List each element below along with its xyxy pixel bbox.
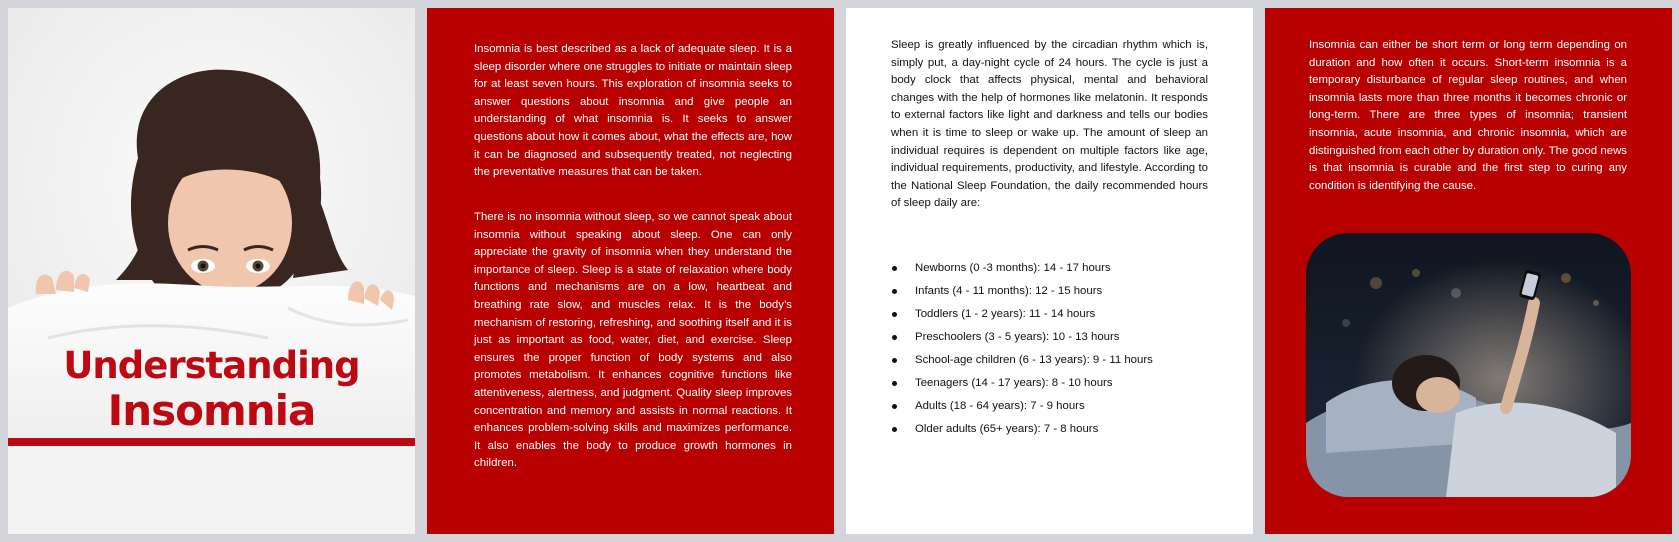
- page-2: [427, 8, 834, 534]
- list-item-text: Older adults (65+ years): 7 - 8 hours: [915, 423, 1099, 435]
- bullet-icon: [892, 358, 897, 363]
- cover-page: [8, 8, 415, 534]
- cover-title-line1: Understanding: [63, 344, 360, 387]
- page2-paragraph-2: There is no insomnia without sleep, so we cannot speak about insomnia without speaking about sleep. One can only appreciate the gravity of insomnia when they understand the importance of sleep. Sleep is a state of relaxation where body functions and mechanisms are on a low, heartbeat and breathing rate slow, and muscles relax. It is the body’s mechanism of restoring, refreshing, and soothing itself and it is just as important as food, water, diet, and exercise. Sleep ensures the proper function of body systems and also promotes metabolism. It enhances cognitive functions like attentiveness, alertness, and judgment. Quality sleep improves concentration and memory and assists in normal reactions. It enhances problem-solving skills and maximizes performance. It also enables the body to produce growth hormones in children.: [474, 211, 792, 470]
- bullet-icon: [892, 335, 897, 340]
- cover-red-bar: [8, 438, 415, 446]
- bullet-icon: [892, 381, 897, 386]
- list-item: [891, 372, 1153, 395]
- night-phone-photo-svg: [1306, 233, 1631, 497]
- list-item-text: Preschoolers (3 - 5 years): 10 - 13 hours: [915, 331, 1120, 343]
- bullet-icon: [892, 404, 897, 409]
- page2-paragraph-1: Insomnia is best described as a lack of adequate sleep. It is a sleep disorder where one struggles to initiate or maintain sleep for at least seven hours. This exploration of insomnia seeks to answer questions about insomnia and give people an understanding of what insomnia is. It seeks to answer questions about how it comes about, what the effects are, how it can be diagnosed and subsequently treated, not neglecting the preventative measures that can be taken.: [474, 43, 792, 179]
- page-4: [1265, 8, 1672, 534]
- list-item-text: Infants (4 - 11 months): 12 - 15 hours: [915, 285, 1103, 297]
- bullet-icon: [892, 289, 897, 294]
- list-item-text: School-age children (6 - 13 years): 9 - 11 hours: [915, 354, 1153, 366]
- list-item: [891, 326, 1153, 349]
- list-item: [891, 257, 1153, 280]
- list-item: [891, 349, 1153, 372]
- list-item-text: Adults (18 - 64 years): 7 - 9 hours: [915, 400, 1085, 412]
- bullet-icon: [892, 312, 897, 317]
- night-phone-photo: [1306, 233, 1631, 497]
- page3-paragraph-1: Sleep is greatly influenced by the circadian rhythm which is, simply put, a day-night cycle of 24 hours. The cycle is just a body clock that affects physical, mental and behavioral changes with the help of hormones like melatonin. It responds to external factors like light and darkness and tells our bodies when it is time to sleep or wake up. The amount of sleep an individual requires is dependent on multiple factors like age, individual requirements, productivity, and lifestyle. According to the National Sleep Foundation, the daily recommended hours of sleep daily are:: [891, 39, 1208, 210]
- list-item: [891, 280, 1153, 303]
- list-item: [891, 303, 1153, 326]
- sleep-hours-list: [891, 257, 1153, 441]
- list-item-text: Toddlers (1 - 2 years): 11 - 14 hours: [915, 308, 1096, 320]
- list-item: [891, 395, 1153, 418]
- list-item: [891, 418, 1153, 441]
- page-3: [846, 8, 1253, 534]
- list-item-text: Newborns (0 -3 months): 14 - 17 hours: [915, 262, 1111, 274]
- list-item-text: Teenagers (14 - 17 years): 8 - 10 hours: [915, 377, 1113, 389]
- bullet-icon: [892, 427, 897, 432]
- cover-title-line2: Insomnia: [107, 386, 316, 435]
- page4-paragraph-1: Insomnia can either be short term or long term depending on duration and how often it occurs. Short-term insomnia is a temporary disturbance of regular sleep routines, and when insomnia lasts more than three months it becomes chronic or long-term. There are three types of insomnia; transient insomnia, acute insomnia, and chronic insomnia, which are distinguished from each other by duration only. The good news is that insomnia is curable and the first step to curing any condition is identifying the cause.: [1309, 39, 1627, 192]
- bullet-icon: [892, 266, 897, 271]
